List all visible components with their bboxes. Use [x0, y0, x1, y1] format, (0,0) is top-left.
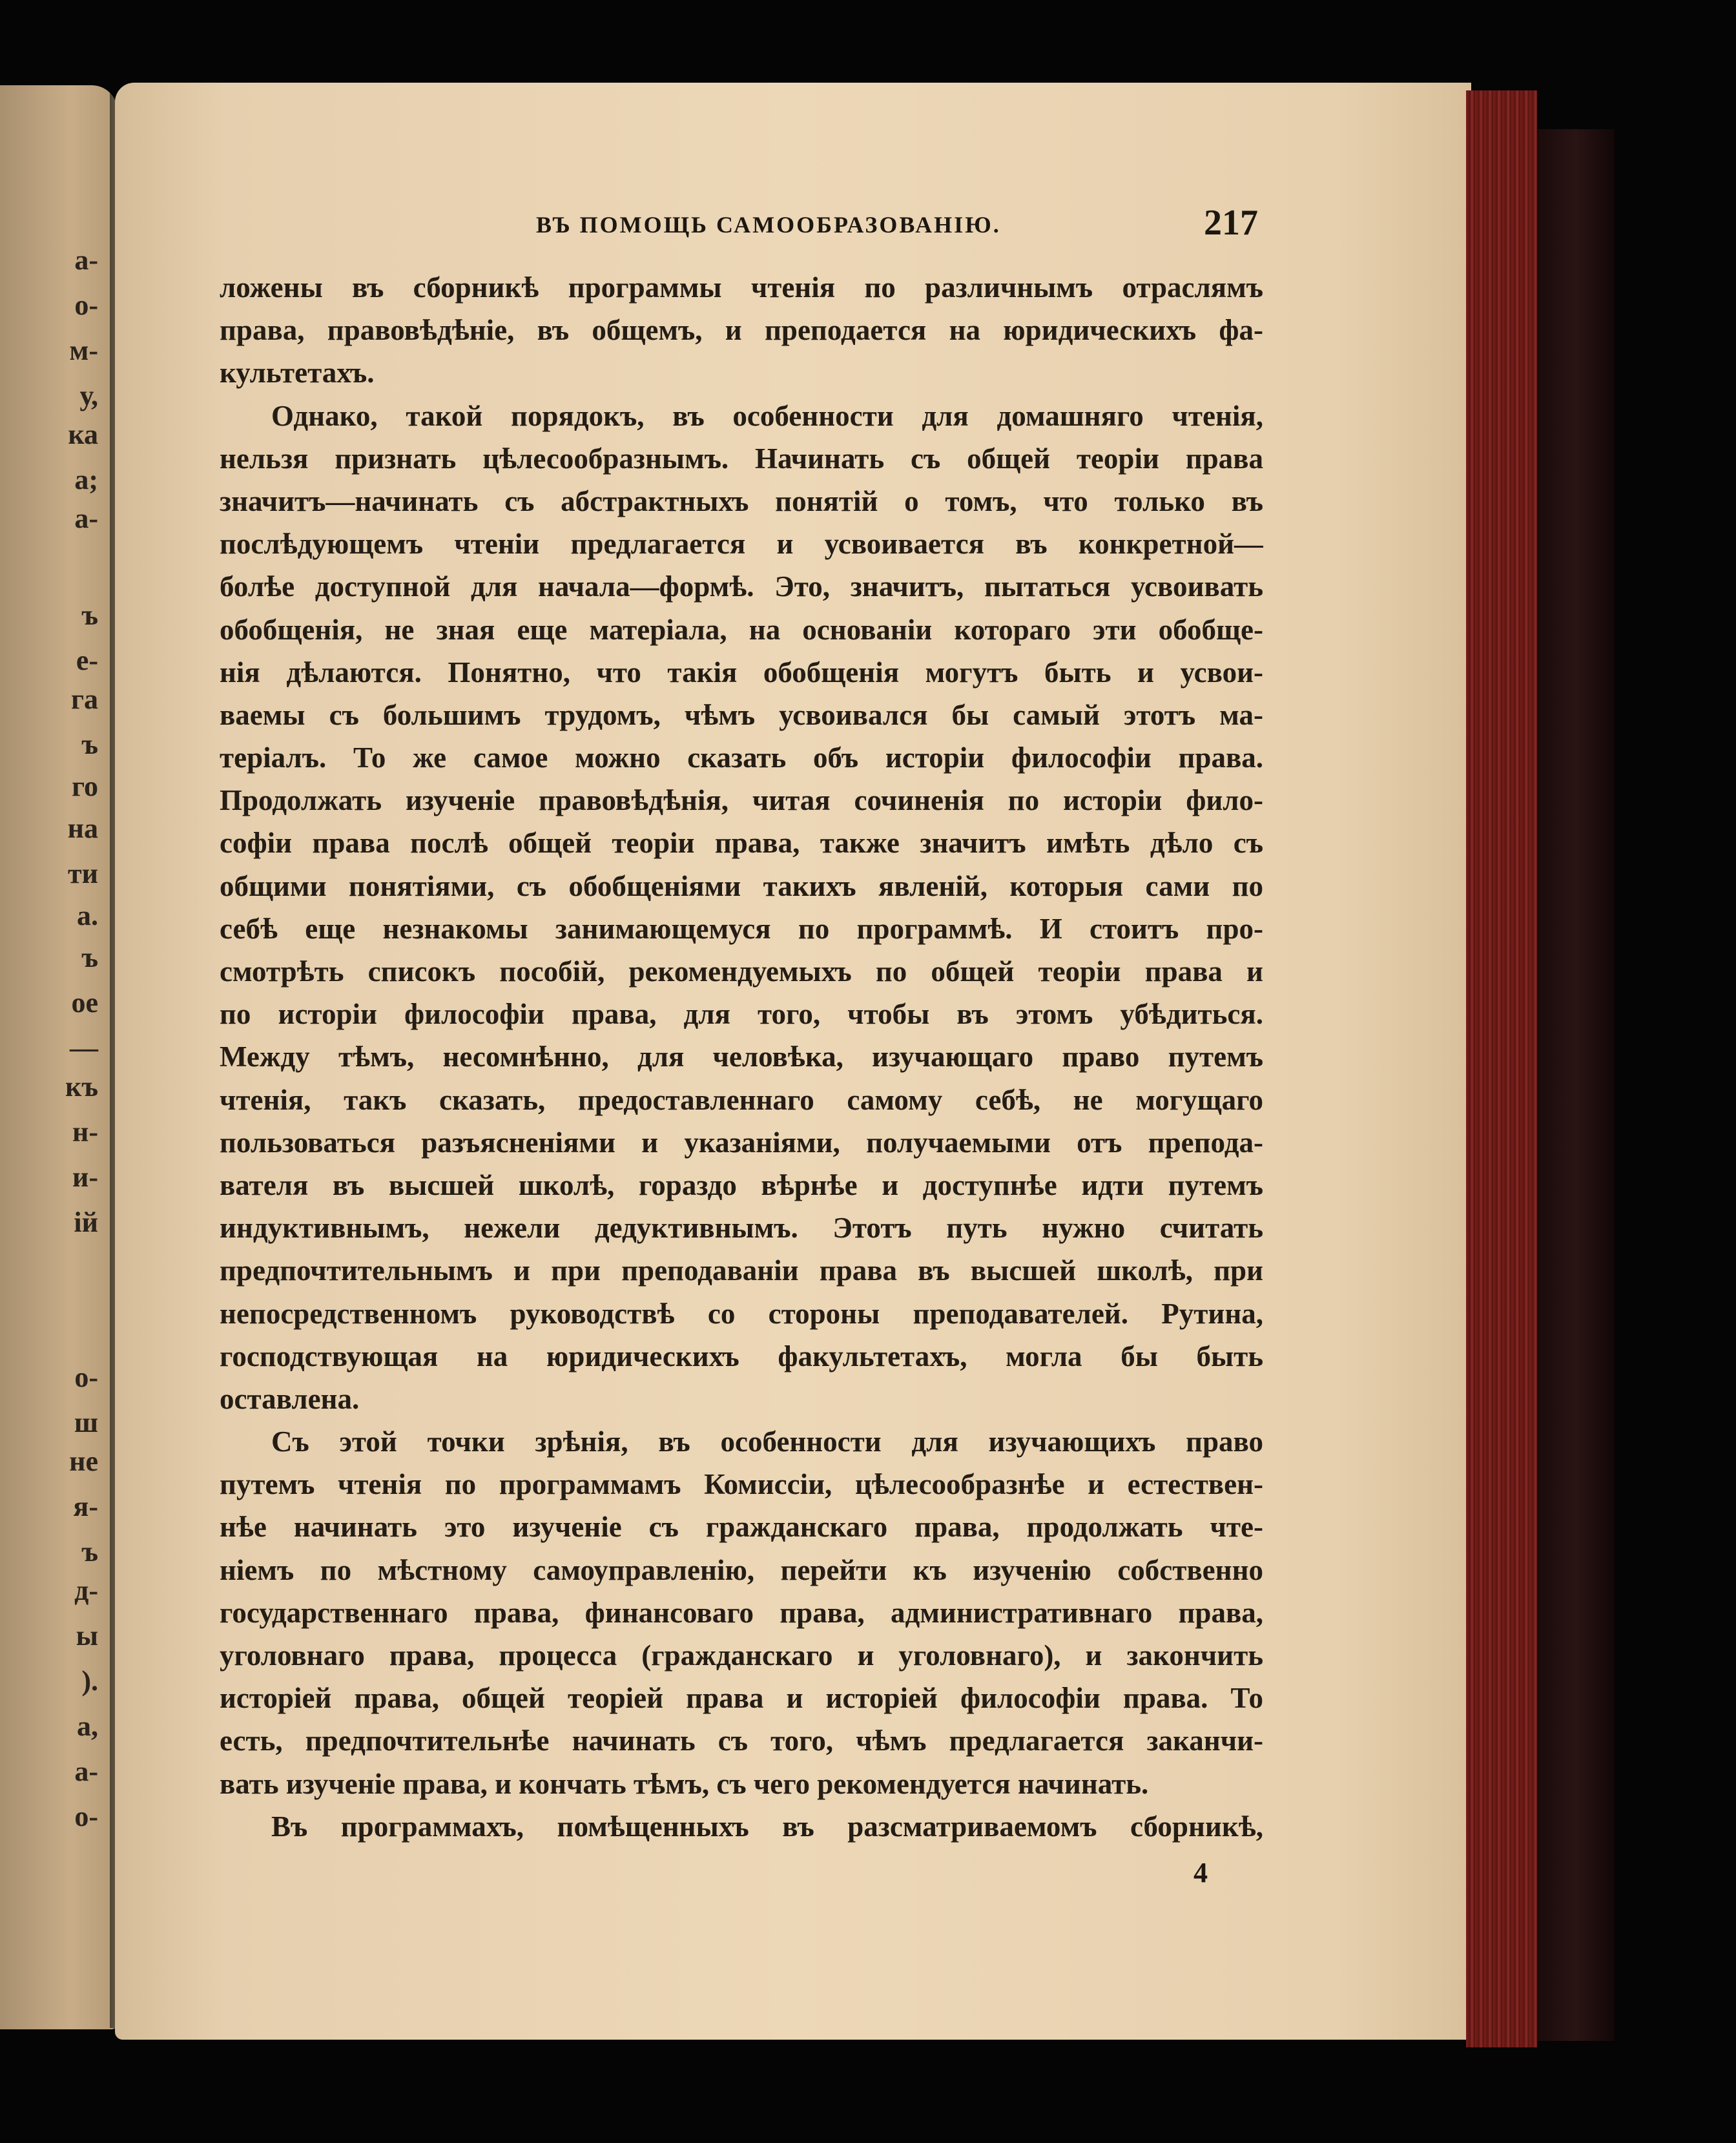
signature-mark: 4 — [1194, 1857, 1208, 1889]
left-page-fragment: н- — [72, 1116, 98, 1148]
left-page-fragment: го — [72, 771, 98, 802]
text-line: ніемъ по мѣстному самоуправленію, перейти къ изученію собственно — [220, 1553, 1263, 1586]
left-page-fragment: я- — [73, 1491, 98, 1522]
text-line: господствующая на юридическихъ факультетахъ, могла бы быть — [220, 1340, 1263, 1372]
page-header — [220, 205, 1263, 244]
text-line: нія дѣлаются. Понятно, что такія обобщенія могутъ быть и усвои- — [220, 656, 1263, 688]
page-number: 217 — [1204, 203, 1258, 243]
left-page-fragment: о- — [74, 1801, 98, 1832]
left-page-fragment: а; — [74, 464, 98, 495]
left-page-fragment: га — [71, 683, 98, 715]
text-line: вателя въ высшей школѣ, гораздо вѣрнѣе и доступнѣе идти путемъ — [220, 1168, 1263, 1201]
running-title: ВЪ ПОМОЩЬ САМООБРАЗОВАНІЮ. — [536, 212, 1001, 238]
text-line: уголовнаго права, процесса (гражданскаго и уголовнаго), и закончить — [220, 1639, 1263, 1672]
text-line: общими понятіями, съ обобщеніями такихъ явленій, которыя сами по — [220, 869, 1263, 902]
left-page-fragment: ъ — [81, 942, 98, 973]
left-page-fragment: у, — [79, 380, 98, 411]
left-page-fragment: о- — [74, 289, 98, 321]
text-line: вать изученіе права, и кончать тѣмъ, съ чего рекомендуется начинать. — [220, 1767, 1149, 1800]
text-line: культетахъ. — [220, 357, 375, 389]
text-line: непосредственномъ руководствѣ со стороны преподавателей. Рутина, — [220, 1297, 1263, 1330]
page-edges — [1466, 90, 1537, 2047]
left-page-fragment: е- — [76, 645, 98, 676]
left-page-fragment: и- — [72, 1161, 98, 1193]
left-page-fragment: къ — [65, 1071, 98, 1103]
text-line: оставлена. — [220, 1382, 360, 1415]
left-page-fragment: ти — [68, 858, 98, 889]
text-line: болѣе доступной для начала—формѣ. Это, значитъ, пытаться усвоивать — [220, 570, 1263, 603]
text-line: нѣе начинать это изученіе съ гражданскаго права, продолжать чте- — [220, 1511, 1263, 1544]
body-text — [220, 266, 1263, 1848]
text-line: ваемы съ большимъ трудомъ, чѣмъ усвоивался бы самый этотъ ма- — [220, 698, 1263, 731]
text-line: пользоваться разъясненіями и указаніями, получаемыми отъ препода- — [220, 1126, 1263, 1159]
text-line: Съ этой точки зрѣнія, въ особенности для изучающихъ право — [271, 1425, 1263, 1458]
left-page-fragment: м- — [69, 335, 98, 366]
left-page-fragment: ка — [68, 419, 98, 450]
text-line: государственнаго права, финансоваго права, административнаго права, — [220, 1596, 1263, 1629]
text-line: путемъ чтенія по программамъ Комиссіи, цѣлесообразнѣе и естествен- — [220, 1468, 1263, 1501]
text-line: значитъ—начинать съ абстрактныхъ понятій о томъ, что только въ — [220, 484, 1263, 517]
left-page-fragment: ъ — [81, 1536, 98, 1568]
text-line: послѣдующемъ чтеніи предлагается и усвоивается въ конкретной— — [220, 528, 1263, 561]
left-page-fragment: а- — [74, 244, 98, 276]
text-line: по исторіи философіи права, для того, чтобы въ этомъ убѣдиться. — [220, 998, 1263, 1031]
left-page-fragment: о- — [74, 1361, 98, 1393]
text-line: Между тѣмъ, несомнѣнно, для человѣка, изучающаго право путемъ — [220, 1040, 1263, 1073]
left-page-fragment: а- — [74, 1755, 98, 1787]
left-page-fragment: ъ — [81, 729, 98, 760]
book-cover — [1537, 129, 1615, 2041]
text-line: теріалъ. То же самое можно сказать объ исторіи философіи права. — [220, 741, 1263, 774]
text-line: предпочтительнымъ и при преподаваніи права въ высшей школѣ, при — [220, 1254, 1263, 1287]
left-page-text-fragments — [0, 85, 118, 2029]
text-line: Въ программахъ, помѣщенныхъ въ разсматриваемомъ сборникѣ, — [271, 1810, 1263, 1843]
left-page-fragment: на — [67, 813, 98, 844]
left-page-fragment: а. — [77, 900, 98, 931]
text-line: ложены въ сборникѣ программы чтенія по различнымъ отраслямъ — [220, 271, 1263, 304]
left-page-fragment: ій — [74, 1206, 98, 1238]
text-line: себѣ еще незнакомы занимающемуся по программѣ. И стоитъ про- — [220, 912, 1263, 945]
left-page-fragment: а- — [74, 502, 98, 534]
text-line: софіи права послѣ общей теоріи права, также значитъ имѣть дѣло съ — [220, 827, 1263, 860]
text-line: Продолжать изученіе правовѣдѣнія, читая сочиненія по исторіи фило- — [220, 784, 1263, 817]
left-facing-page — [0, 85, 118, 2029]
text-line: нельзя признать цѣлесообразнымъ. Начинать съ общей теоріи права — [220, 442, 1263, 475]
text-line: исторіей права, общей теоріей права и исторіей философіи права. То — [220, 1682, 1263, 1715]
text-line: обобщенія, не зная еще матеріала, на основаніи котораго эти обобще- — [220, 613, 1263, 646]
left-page-fragment: — — [70, 1032, 98, 1064]
left-page-fragment: не — [69, 1445, 98, 1477]
left-page-fragment: д- — [74, 1575, 98, 1606]
text-line: индуктивнымъ, нежели дедуктивнымъ. Этотъ путь нужно считать — [220, 1212, 1263, 1245]
left-page-fragment: ое — [71, 987, 98, 1019]
left-page-fragment: ы — [76, 1620, 98, 1651]
text-line: есть, предпочтительнѣе начинать съ того, чѣмъ предлагается заканчи- — [220, 1724, 1263, 1757]
text-line: смотрѣть списокъ пособій, рекомендуемыхъ по общей теоріи права и — [220, 955, 1263, 988]
text-line: чтенія, такъ сказать, предоставленнаго самому себѣ, не могущаго — [220, 1083, 1263, 1116]
left-page-fragment: ъ — [81, 599, 98, 631]
text-line: Однако, такой порядокъ, въ особенности для домашняго чтенія, — [271, 399, 1263, 432]
left-page-fragment: ш — [74, 1407, 98, 1438]
left-page-fragment: ). — [81, 1665, 98, 1697]
text-line: права, правовѣдѣніе, въ общемъ, и преподается на юридическихъ фа- — [220, 314, 1263, 347]
left-page-fragment: а, — [77, 1710, 98, 1742]
